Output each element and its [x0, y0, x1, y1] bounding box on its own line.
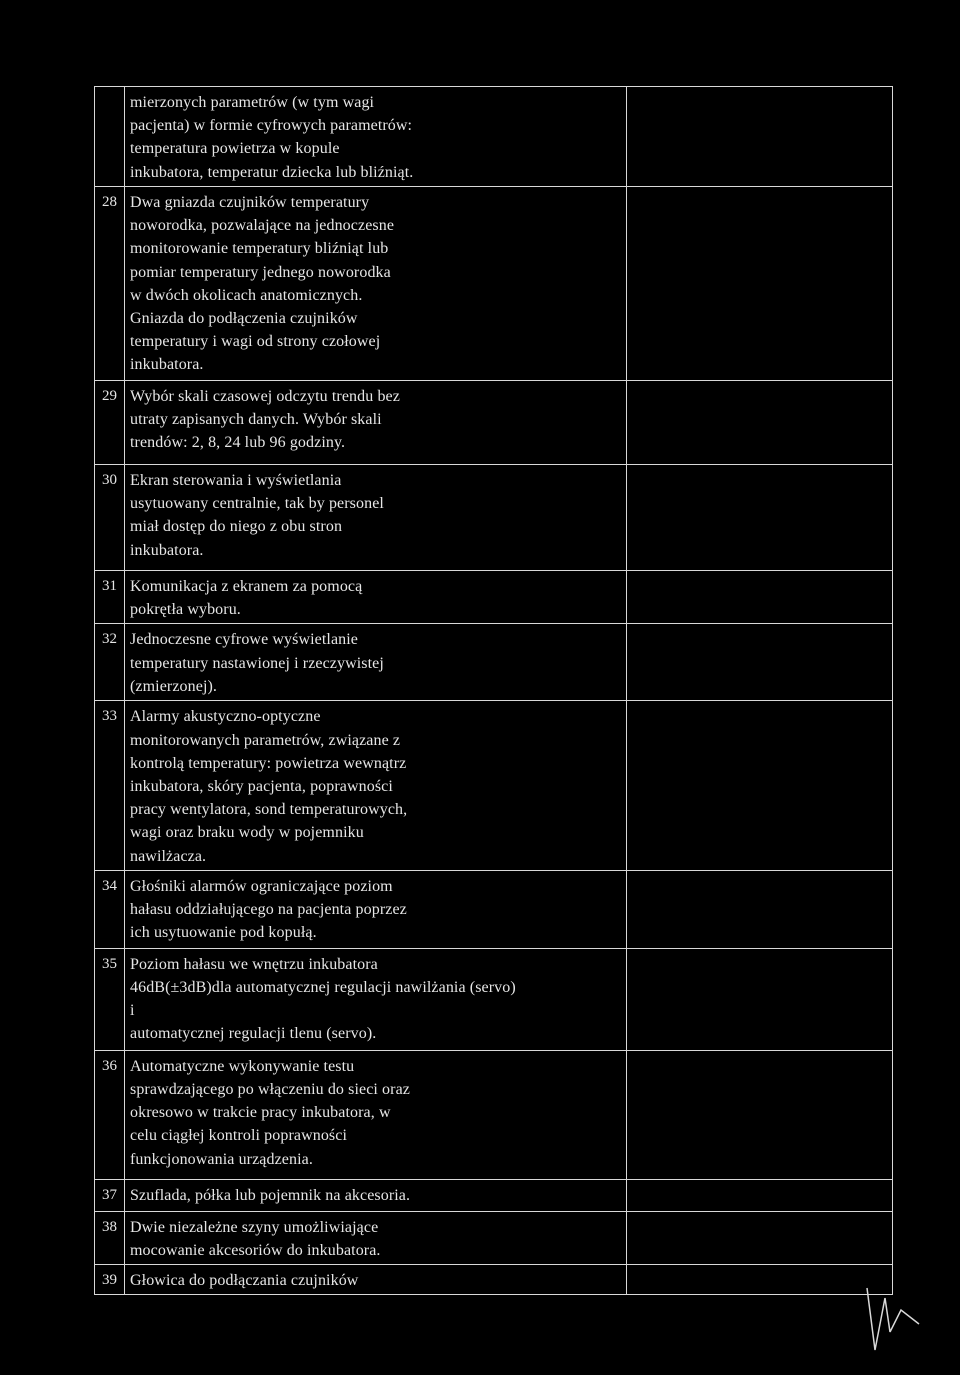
row-number: 31: [95, 571, 125, 624]
table-row: [95, 701, 893, 870]
row-number: 34: [95, 870, 125, 948]
row-value-cell: [627, 87, 893, 187]
row-description: Szuflada, półka lub pojemnik na akcesoria.: [125, 1179, 627, 1211]
row-number: 29: [95, 381, 125, 465]
table-row: [95, 948, 893, 1050]
row-description: mierzonych parametrów (w tym wagi pacjenta) w formie cyfrowych parametrów: temperatura powietrza w kopule inkubatora, temperatur dziecka lub bliźniąt.: [125, 87, 627, 187]
row-value-cell: [627, 624, 893, 701]
row-number: 30: [95, 465, 125, 571]
table-row: [95, 870, 893, 948]
signature-mark: [855, 1280, 925, 1360]
table-row: [95, 1265, 893, 1295]
row-number: 37: [95, 1179, 125, 1211]
row-description: Poziom hałasu we wnętrzu inkubatora 46dB(±3dB)dla automatycznej regulacji nawilżania (servo) i automatycznej regulacji tlenu (servo).: [125, 948, 627, 1050]
row-value-cell: [627, 1179, 893, 1211]
table-row: [95, 87, 893, 187]
row-description: Głośniki alarmów ograniczające poziom hałasu oddziałującego na pacjenta poprzez ich usytuowanie pod kopułą.: [125, 870, 627, 948]
row-value-cell: [627, 1050, 893, 1179]
row-value-cell: [627, 948, 893, 1050]
row-number: 35: [95, 948, 125, 1050]
table-row: [95, 187, 893, 381]
row-number: 28: [95, 187, 125, 381]
row-value-cell: [627, 1211, 893, 1264]
row-number: 36: [95, 1050, 125, 1179]
row-description: Alarmy akustyczno-optyczne monitorowanych parametrów, związane z kontrolą temperatury: powietrza wewnątrz inkubatora, skóry pacjenta, poprawności pracy wentylatora, sond temperaturowych, wagi oraz braku wody w pojemniku nawilżacza.: [125, 701, 627, 870]
row-number: 39: [95, 1265, 125, 1295]
row-value-cell: [627, 187, 893, 381]
table-row: [95, 624, 893, 701]
table-row: [95, 1211, 893, 1264]
table-row: [95, 381, 893, 465]
table-row: [95, 465, 893, 571]
row-description: Ekran sterowania i wyświetlania usytuowany centralnie, tak by personel miał dostęp do niego z obu stron inkubatora.: [125, 465, 627, 571]
row-value-cell: [627, 1265, 893, 1295]
row-description: Dwa gniazda czujników temperatury noworodka, pozwalające na jednoczesne monitorowanie temperatury bliźniąt lub pomiar temperatury jednego noworodka w dwóch okolicach anatomicznych. Gniazda do podłączenia czujników temperatury i wagi od strony czołowej inkubatora.: [125, 187, 627, 381]
row-description: Dwie niezależne szyny umożliwiające mocowanie akcesoriów do inkubatora.: [125, 1211, 627, 1264]
row-value-cell: [627, 571, 893, 624]
row-number: 38: [95, 1211, 125, 1264]
table-row: [95, 1179, 893, 1211]
row-description: Automatyczne wykonywanie testu sprawdzającego po włączeniu do sieci oraz okresowo w trakcie pracy inkubatora, w celu ciągłej kontroli poprawności funkcjonowania urządzenia.: [125, 1050, 627, 1179]
row-description: Jednoczesne cyfrowe wyświetlanie temperatury nastawionej i rzeczywistej (zmierzonej).: [125, 624, 627, 701]
row-number: 32: [95, 624, 125, 701]
specification-table: [94, 86, 893, 1295]
row-value-cell: [627, 701, 893, 870]
table-row: [95, 571, 893, 624]
table-row: [95, 1050, 893, 1179]
row-number: [95, 87, 125, 187]
row-description: Wybór skali czasowej odczytu trendu bez utraty zapisanych danych. Wybór skali trendów: 2, 8, 24 lub 96 godziny.: [125, 381, 627, 465]
row-description: Komunikacja z ekranem za pomocą pokrętła wyboru.: [125, 571, 627, 624]
row-value-cell: [627, 465, 893, 571]
row-value-cell: [627, 381, 893, 465]
row-description: Głowica do podłączania czujników: [125, 1265, 627, 1295]
row-number: 33: [95, 701, 125, 870]
row-value-cell: [627, 870, 893, 948]
